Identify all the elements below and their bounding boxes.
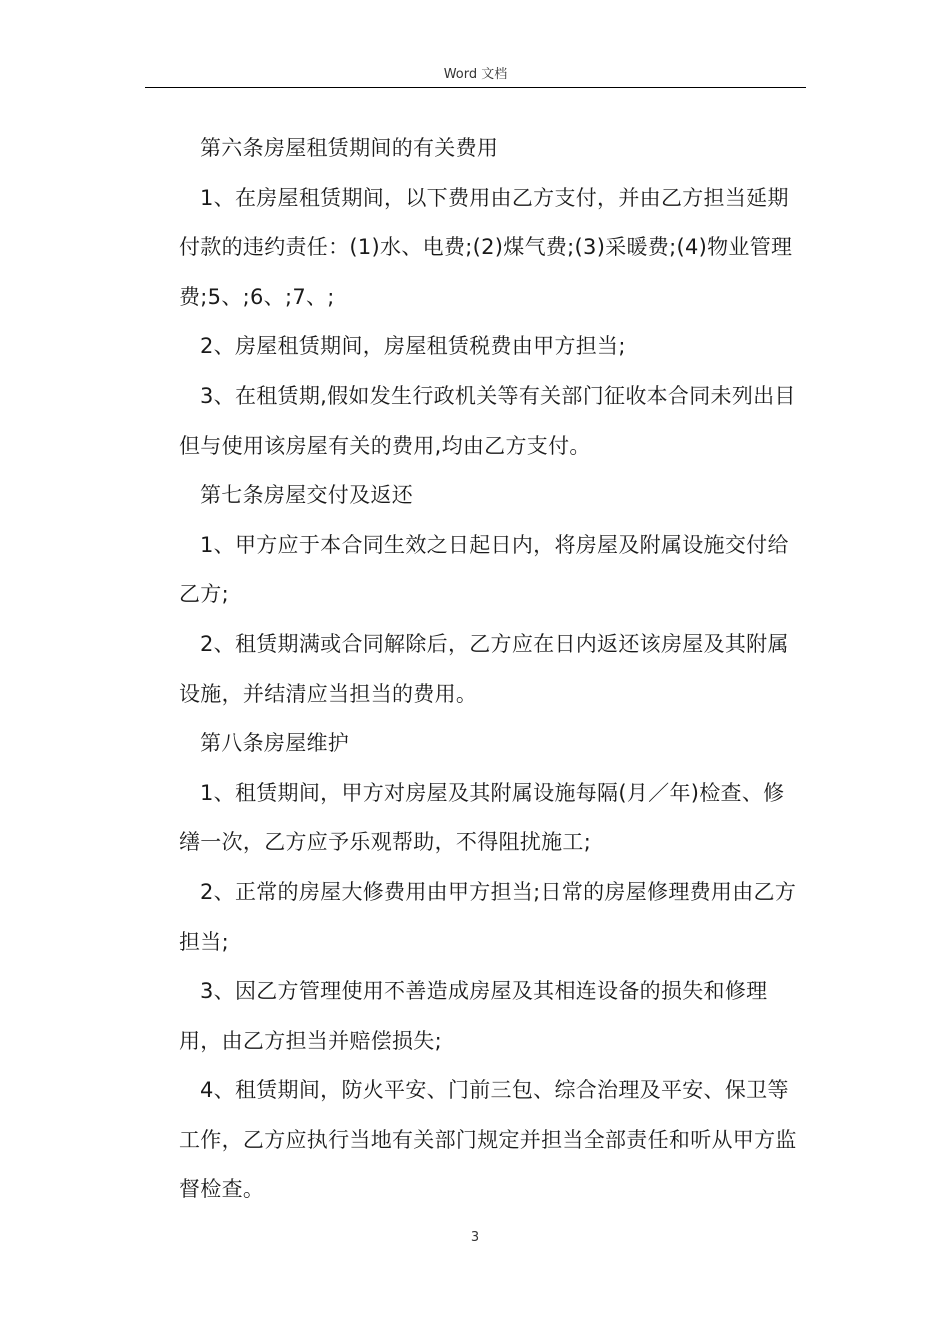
header-divider	[145, 87, 806, 88]
paragraph-7-2: 2、租赁期满或合同解除后，乙方应在日内返还该房屋及其附属设施，并结清应当担当的费用。	[179, 631, 789, 706]
page-number: 3	[470, 1230, 480, 1245]
paragraph-6-1: 1、在房屋租赁期间，以下费用由乙方支付，并由乙方担当延期付款的违约责任：(1)水、电费;(2)煤气费;(3)采暖费;(4)物业管理费;5、;6、;7、;	[179, 185, 793, 309]
paragraph-8-4: 4、租赁期间，防火平安、门前三包、综合治理及平安、保卫等工作，乙方应执行当地有关部门规定并担当全部责任和听从甲方监督检查。	[179, 1078, 797, 1202]
paragraph-6-2: 2、房屋租赁期间，房屋租赁税费由甲方担当;	[200, 334, 626, 359]
paragraph-8-2: 2、正常的房屋大修费用由甲方担当;日常的房屋修理费用由乙方担当;	[179, 879, 797, 954]
paragraph-8-1: 1、租赁期间，甲方对房屋及其附属设施每隔(月／年)检查、修缮一次，乙方应予乐观帮助，不得阻扰施工;	[179, 780, 785, 855]
section-heading-article-7: 第七条房屋交付及返还	[200, 483, 413, 508]
document-body	[179, 124, 805, 1215]
page-header: Word 文档	[443, 67, 508, 82]
paragraph-6-3: 3、在租赁期,假如发生行政机关等有关部门征收本合同未列出目但与使用该房屋有关的费用,均由乙方支付。	[179, 383, 796, 458]
section-heading-article-8: 第八条房屋维护	[200, 731, 350, 756]
section-heading-article-6: 第六条房屋租赁期间的有关费用	[200, 136, 499, 160]
paragraph-7-1: 1、甲方应于本合同生效之日起日内，将房屋及附属设施交付给乙方;	[179, 532, 789, 607]
paragraph-8-3: 3、因乙方管理使用不善造成房屋及其相连设备的损失和修理用，由乙方担当并赔偿损失;	[179, 979, 768, 1053]
